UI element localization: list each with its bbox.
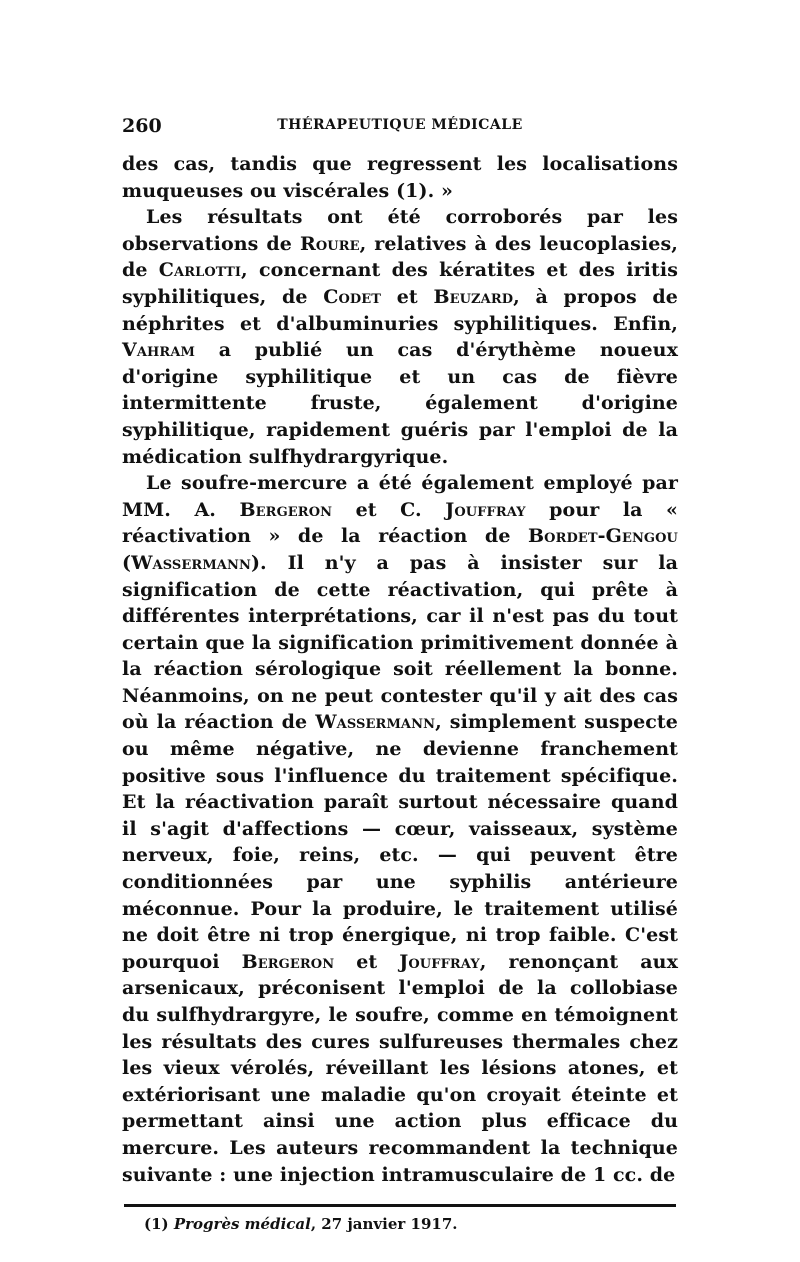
author-name: Wassermann (315, 711, 436, 734)
footnote-date: , 27 janvier 1917. (310, 1215, 458, 1234)
text-run: Les résultats ont été corroborés par les observations de (122, 206, 678, 255)
text-run: Le soufre-mercure a été également employé par MM. A. (122, 472, 678, 521)
text-run: , relatives à des leucoplasies, de (122, 232, 678, 282)
text-run: a publié un cas d'érythème noueux d'origine syphilitique et un cas de fièvre intermittente fruste, également d'origine syphilitique, rapidement guéris par l'emploi de la médication sulfhydrargyrique. (122, 339, 678, 468)
paragraph-2 (122, 204, 678, 470)
text-run: ( (122, 551, 132, 574)
author-name: Jouffray (399, 950, 480, 973)
text-run: pour la « réactivation » de la réaction de (122, 498, 679, 548)
author-name: Jouffray (445, 498, 526, 521)
paragraph-1: des cas, tandis que regressent les localisations muqueuses ou viscérales (1). » (122, 153, 678, 202)
text-run: et (334, 950, 400, 973)
body-text (122, 151, 678, 1188)
author-name: Carlotti (158, 259, 242, 282)
text-run: , renonçant aux arsenicaux, préconisent l'emploi de la collobiase du sulfhydrargyre, le soufre, comme en témoignent les résultats des cures sulfureuses thermales chez les vieux vérolés, réveillant les lésions atones, et extériorisant une maladie qu'on croyait éteinte et permettant ainsi une action plus efficace du mercure. Les auteurs recommandent la technique suivante : une injection intramusculaire de 1 cc. de (122, 950, 679, 1186)
footnote-rule (124, 1204, 676, 1207)
text-run: , simplement suspecte ou même négative, ne devienne franchement positive sous l'influence du traitement spécifique. Et la réactivation paraît surtout nécessaire quand il s'agit d'affections — cœur, vaisseaux, système nerveux, foie, reins, etc. — qui peuvent être conditionnées par une syphilis antérieure méconnue. Pour la produire, le traitement utilisé ne doit être ni trop énergique, ni trop faible. C'est pourquoi (122, 711, 678, 973)
running-head (122, 115, 678, 145)
author-name: Vahram (122, 339, 195, 362)
text-run: et (381, 285, 434, 308)
text-run: , à propos de néphrites et d'albuminuries syphilitiques. Enfin, (122, 285, 678, 335)
footnote-title: Progrès médical (173, 1215, 311, 1234)
book-page (122, 115, 678, 1233)
text-run: , concernant des kératites et des iritis syphilitiques, de (122, 259, 678, 308)
page-number: 260 (122, 115, 162, 137)
text-run: et C. (332, 498, 446, 521)
author-name: Bordet-Gengou (527, 525, 678, 548)
author-name: Bergeron (239, 498, 333, 521)
author-name: Beuzard (433, 285, 514, 308)
author-name: Bergeron (241, 950, 335, 973)
text-run: ). Il n'y a pas à insister sur la signification de cette réactivation, qui prête à différentes interprétations, car il n'est pas du tout certain que la signification primitivement donnée à la réaction sérologique soit réellement la bonne. Néanmoins, on ne peut contester qu'il y ait des cas où la réaction de (122, 551, 678, 734)
footnote (144, 1215, 678, 1233)
paragraph-3 (122, 470, 678, 1188)
author-name: Roure (299, 232, 360, 255)
running-title: THÉRAPEUTIQUE MÉDICALE (277, 117, 523, 133)
author-name: Codet (323, 285, 382, 308)
footnote-marker: (1) (144, 1215, 169, 1234)
author-name: Wassermann (131, 551, 251, 574)
